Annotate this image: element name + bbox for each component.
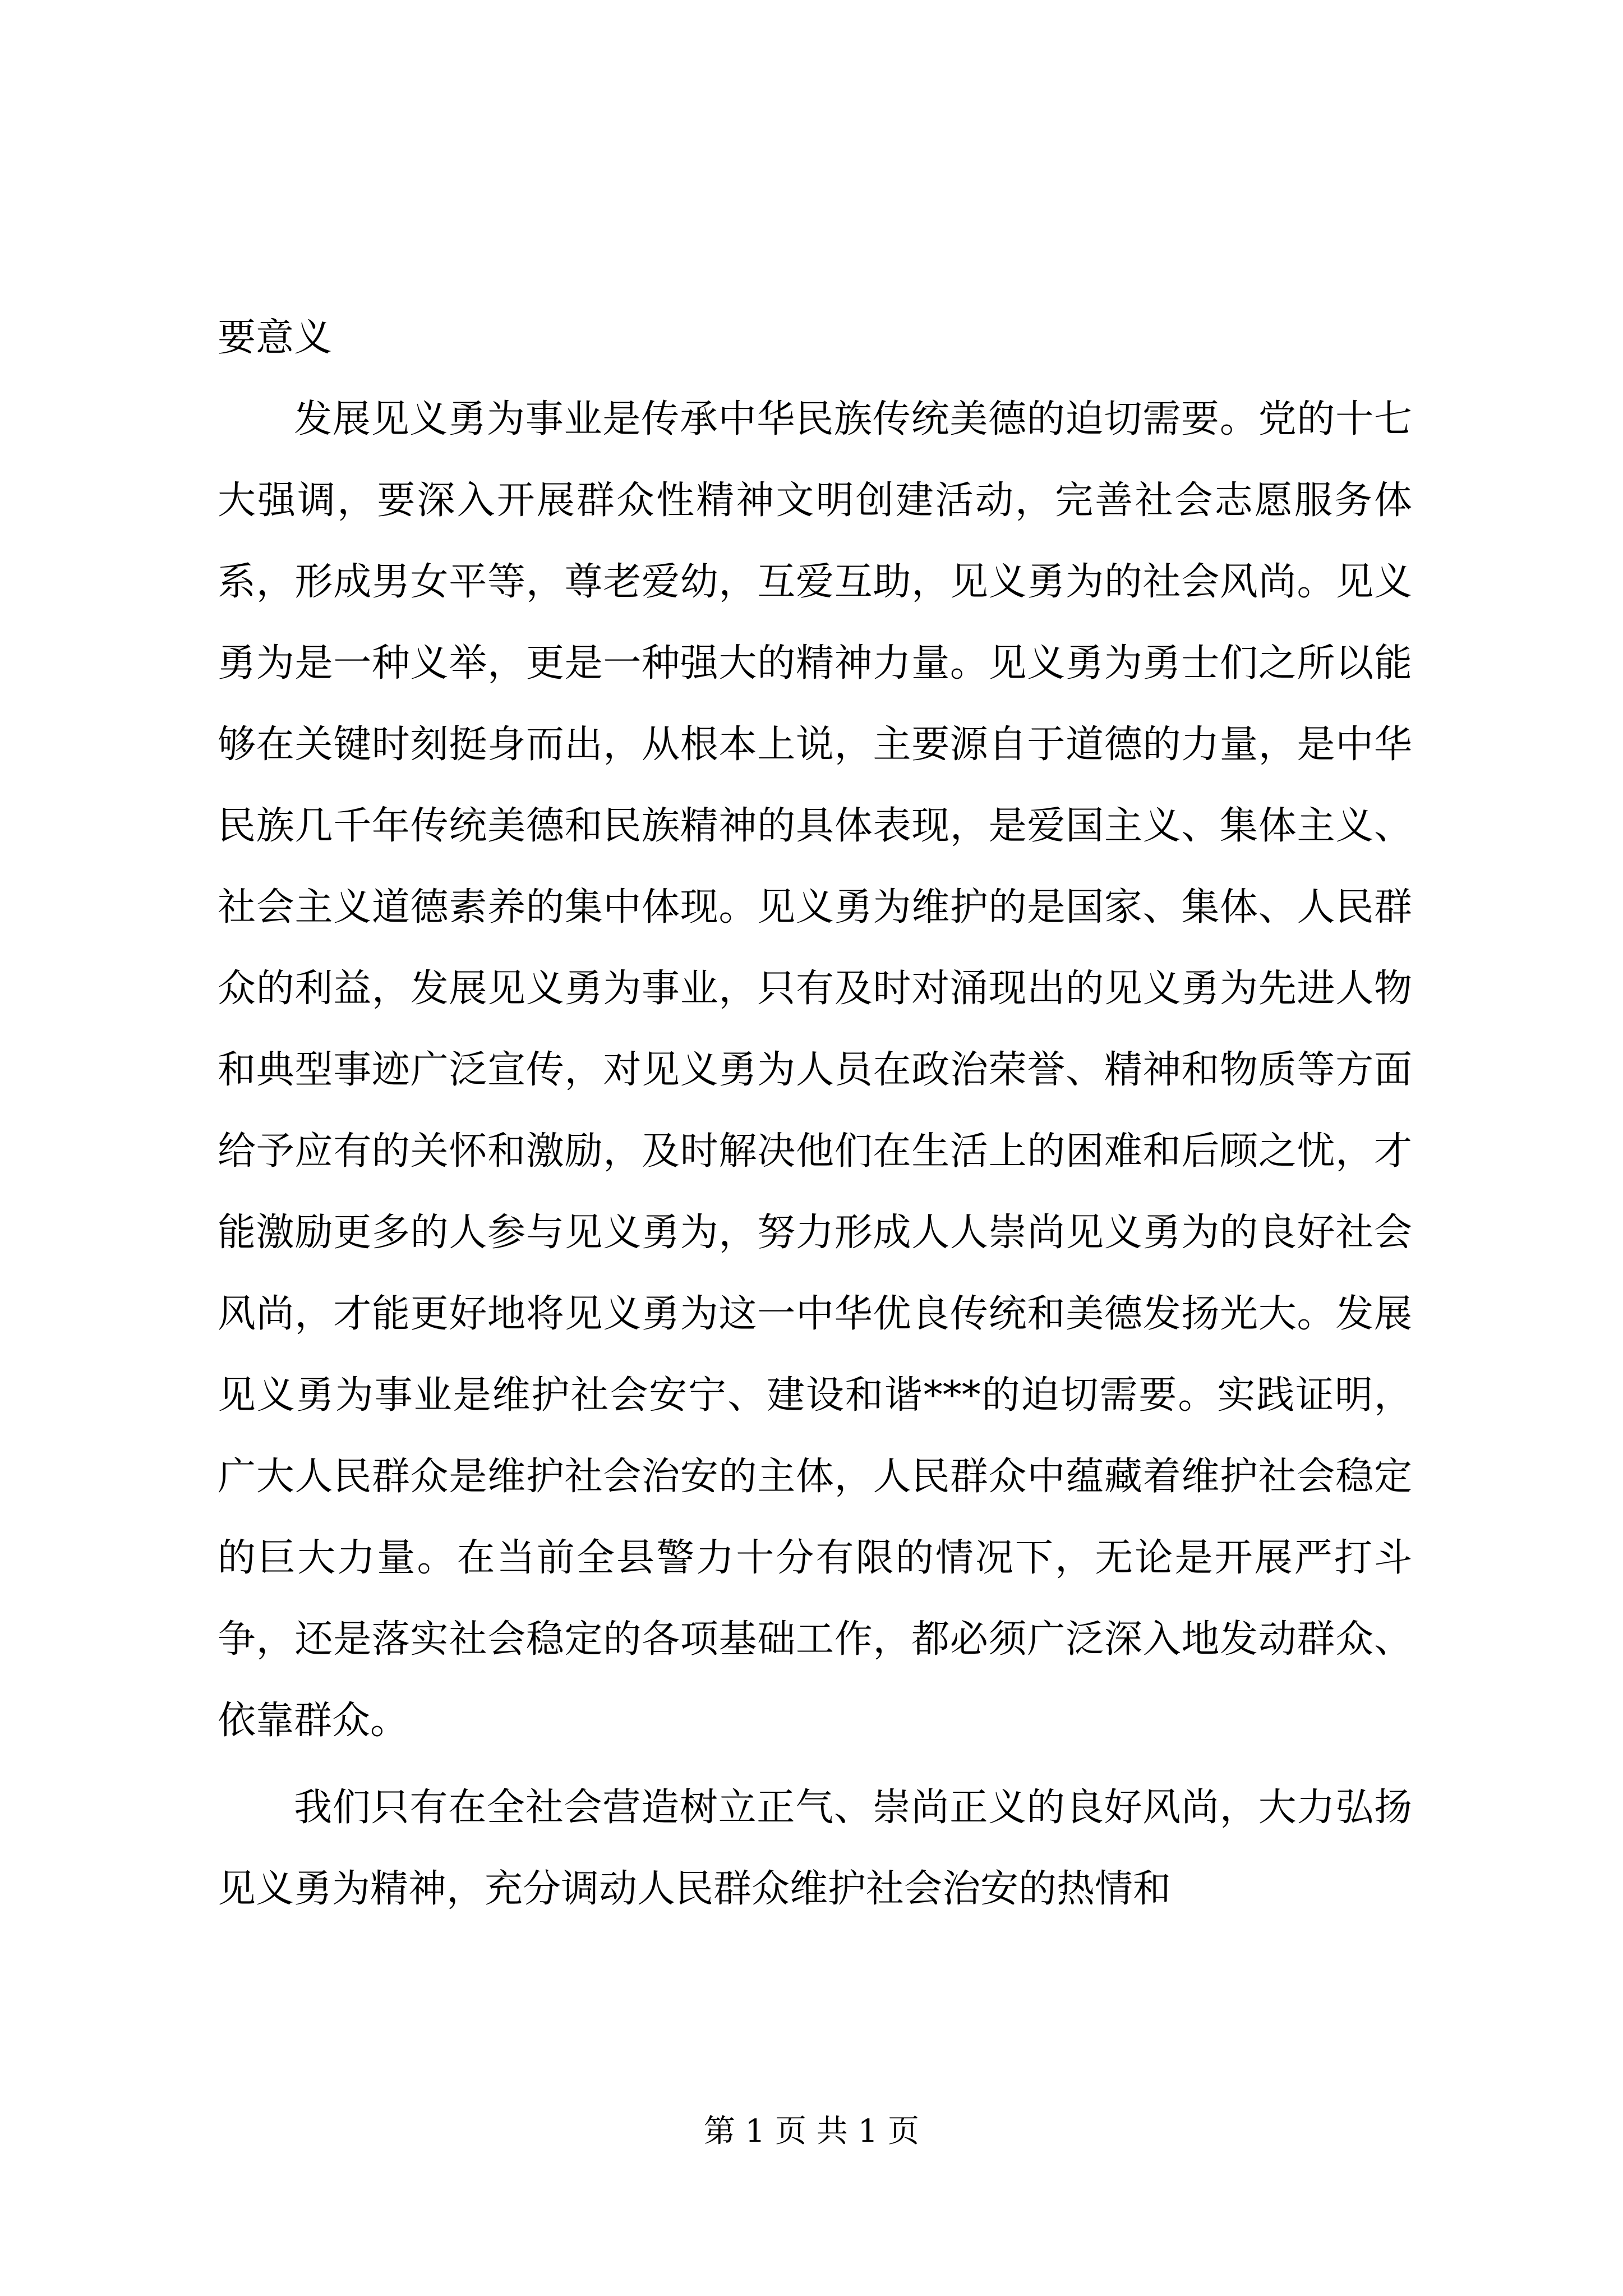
paragraph-heading-fragment: 要意义	[218, 316, 333, 360]
body-text	[218, 297, 1412, 1930]
paragraph-main: 发展见义勇为事业是传承中华民族传统美德的迫切需要。党的十七大强调，要深入开展群众性精神文明创建活动，完善社会志愿服务体系，形成男女平等，尊老爱幼，互爱互助，见义勇为的社会风尚。见义勇为是一种义举，更是一种强大的精神力量。见义勇为勇士们之所以能够在关键时刻挺身而出，从根本上说，主要源自于道德的力量，是中华民族几千年传统美德和民族精神的具体表现，是爱国主义、集体主义、社会主义道德素养的集中体现。见义勇为维护的是国家、集体、人民群众的利益，发展见义勇为事业，只有及时对涌现出的见义勇为先进人物和典型事迹广泛宣传，对见义勇为人员在政治荣誉、精神和物质等方面给予应有的关怀和激励，及时解决他们在生活上的困难和后顾之忧，才能激励更多的人参与见义勇为，努力形成人人崇尚见义勇为的良好社会风尚，才能更好地将见义勇为这一中华优良传统和美德发扬光大。发展见义勇为事业是维护社会安宁、建设和谐***的迫切需要。实践证明，广大人民群众是维护社会治安的主体，人民群众中蕴藏着维护社会稳定的巨大力量。在当前全县警力十分有限的情况下，无论是开展严打斗争，还是落实社会稳定的各项基础工作，都必须广泛深入地发动群众、依靠群众。	[218, 397, 1412, 1743]
page-number-footer: 第 1 页 共 1 页	[703, 2113, 920, 2150]
paragraph-continuation: 我们只有在全社会营造树立正气、崇尚正义的良好风尚，大力弘扬见义勇为精神，充分调动人民群众维护社会治安的热情和	[218, 1786, 1412, 1911]
